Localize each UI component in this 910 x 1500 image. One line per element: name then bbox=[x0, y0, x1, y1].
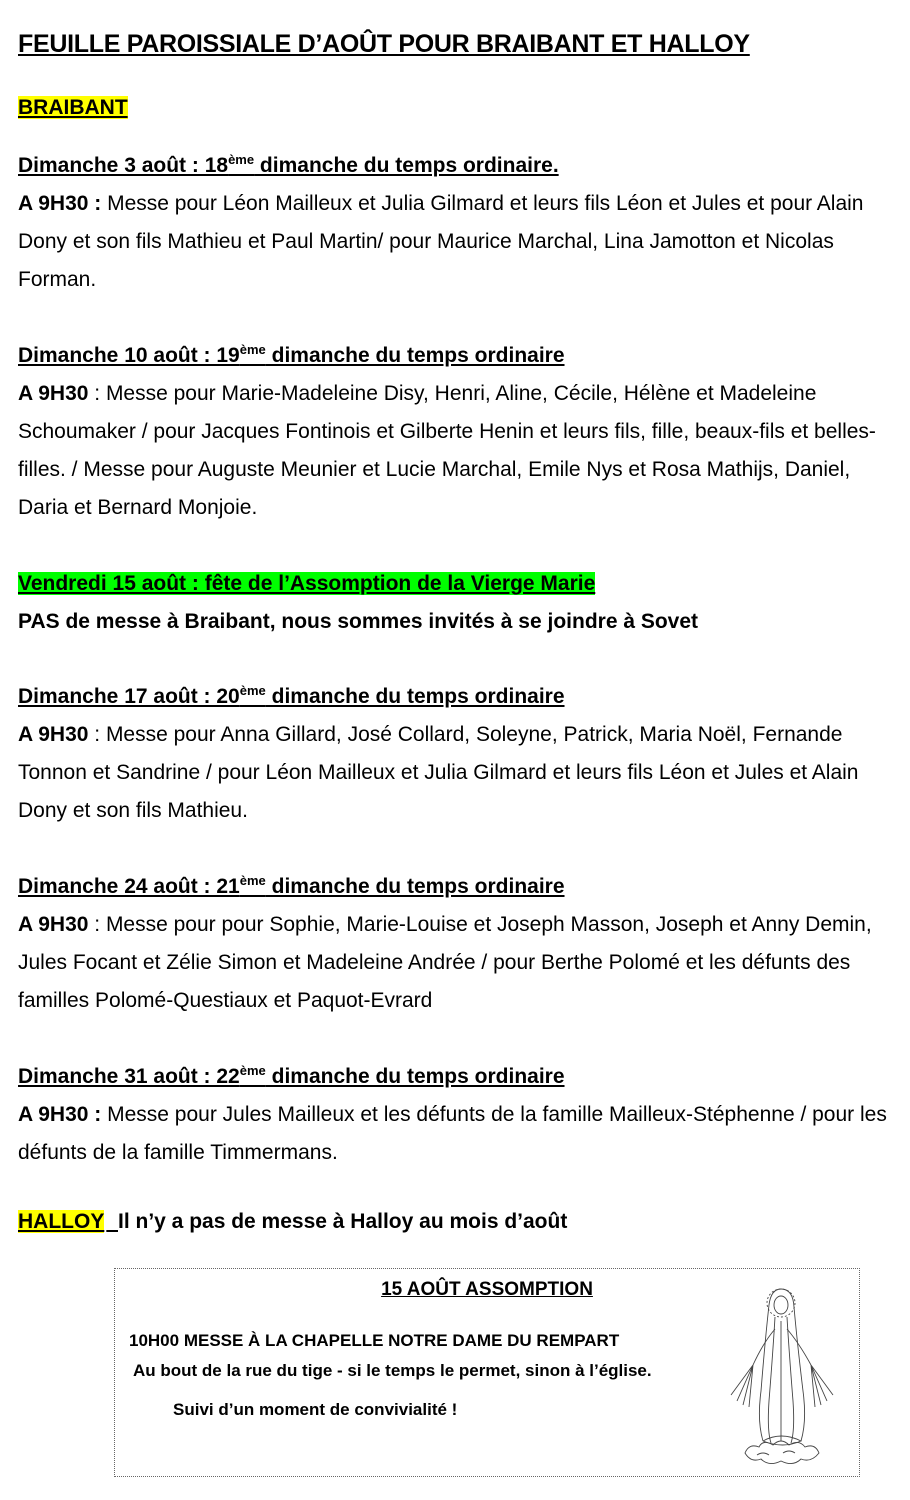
section-heading: Dimanche 17 août : 20ème dimanche du temps ordinaire bbox=[18, 683, 565, 708]
section-heading: Vendredi 15 août : fête de l’Assomption de la Vierge Marie bbox=[18, 572, 596, 595]
section-body: A 9H30 : Messe pour Léon Mailleux et Julia Gilmard et leurs fils Léon et Jules et pour Alain Dony et son fils Mathieu et Paul Martin/ pour Maurice Marchal, Lina Jamotton et Nicolas Forman. bbox=[18, 192, 864, 291]
box-line-location: Au bout de la rue du tige - si le temps le permet, sinon à l’église. bbox=[133, 1361, 652, 1380]
page-title: FEUILLE PAROISSIALE D’AOÛT POUR BRAIBANT ET HALLOY bbox=[18, 30, 750, 58]
section-body: PAS de messe à Braibant, nous sommes invités à se joindre à Sovet bbox=[18, 610, 699, 633]
halloy-label: HALLOY bbox=[18, 1210, 105, 1233]
mass-section-17-aout bbox=[18, 678, 898, 830]
virgin-mary-illustration bbox=[723, 1281, 841, 1471]
section-body: A 9H30 : Messe pour Marie-Madeleine Disy, Henri, Aline, Cécile, Hélène et Madeleine Schoumaker / pour Jacques Fontinois et Gilberte Henin et leurs fils, fille, beaux-fils et belles-filles. / Messe pour Auguste Meunier et Lucie Marchal, Emile Nys et Rosa Mathijs, Daniel, Daria et Bernard Monjoie. bbox=[18, 382, 876, 519]
box-line-conviviality: Suivi d’un moment de convivialité ! bbox=[173, 1400, 458, 1419]
assomption-announcement-box bbox=[114, 1268, 860, 1477]
halloy-text: Il n’y a pas de messe à Halloy au mois d’août bbox=[118, 1210, 568, 1233]
mass-section-3-aout bbox=[18, 147, 898, 299]
halloy-spacer bbox=[106, 1210, 118, 1233]
braibant-heading bbox=[18, 96, 128, 120]
box-line-time: 10H00 MESSE À LA CHAPELLE NOTRE DAME DU REMPART bbox=[129, 1331, 620, 1350]
mass-section-24-aout bbox=[18, 868, 898, 1020]
section-body: A 9H30 : Messe pour Jules Mailleux et les défunts de la famille Mailleux-Stéphenne / pour les défunts de la famille Timmermans. bbox=[18, 1103, 887, 1164]
section-body: A 9H30 : Messe pour pour Sophie, Marie-Louise et Joseph Masson, Joseph et Anny Demin, Jules Focant et Zélie Simon et Madeleine Andrée / pour Berthe Polomé et les défunts des familles Polomé-Questiaux et Paquot-Evrard bbox=[18, 913, 872, 1012]
section-heading: Dimanche 24 août : 21ème dimanche du temps ordinaire bbox=[18, 873, 565, 898]
section-heading: Dimanche 10 août : 19ème dimanche du temps ordinaire bbox=[18, 342, 565, 367]
section-body: A 9H30 : Messe pour Anna Gillard, José Collard, Soleyne, Patrick, Maria Noël, Fernande Tonnon et Sandrine / pour Léon Mailleux et Julia Gilmard et leurs fils Léon et Jules et Alain Dony et son fils Mathieu. bbox=[18, 723, 859, 822]
mass-section-10-aout bbox=[18, 337, 898, 527]
section-heading: Dimanche 31 août : 22ème dimanche du temps ordinaire bbox=[18, 1063, 565, 1088]
assomption-section bbox=[18, 565, 898, 641]
braibant-label: BRAIBANT bbox=[18, 96, 128, 119]
section-heading: Dimanche 3 août : 18ème dimanche du temps ordinaire. bbox=[18, 152, 559, 177]
halloy-line bbox=[18, 1210, 567, 1234]
box-title: 15 AOÛT ASSOMPTION bbox=[381, 1279, 593, 1300]
mass-section-31-aout bbox=[18, 1058, 898, 1172]
